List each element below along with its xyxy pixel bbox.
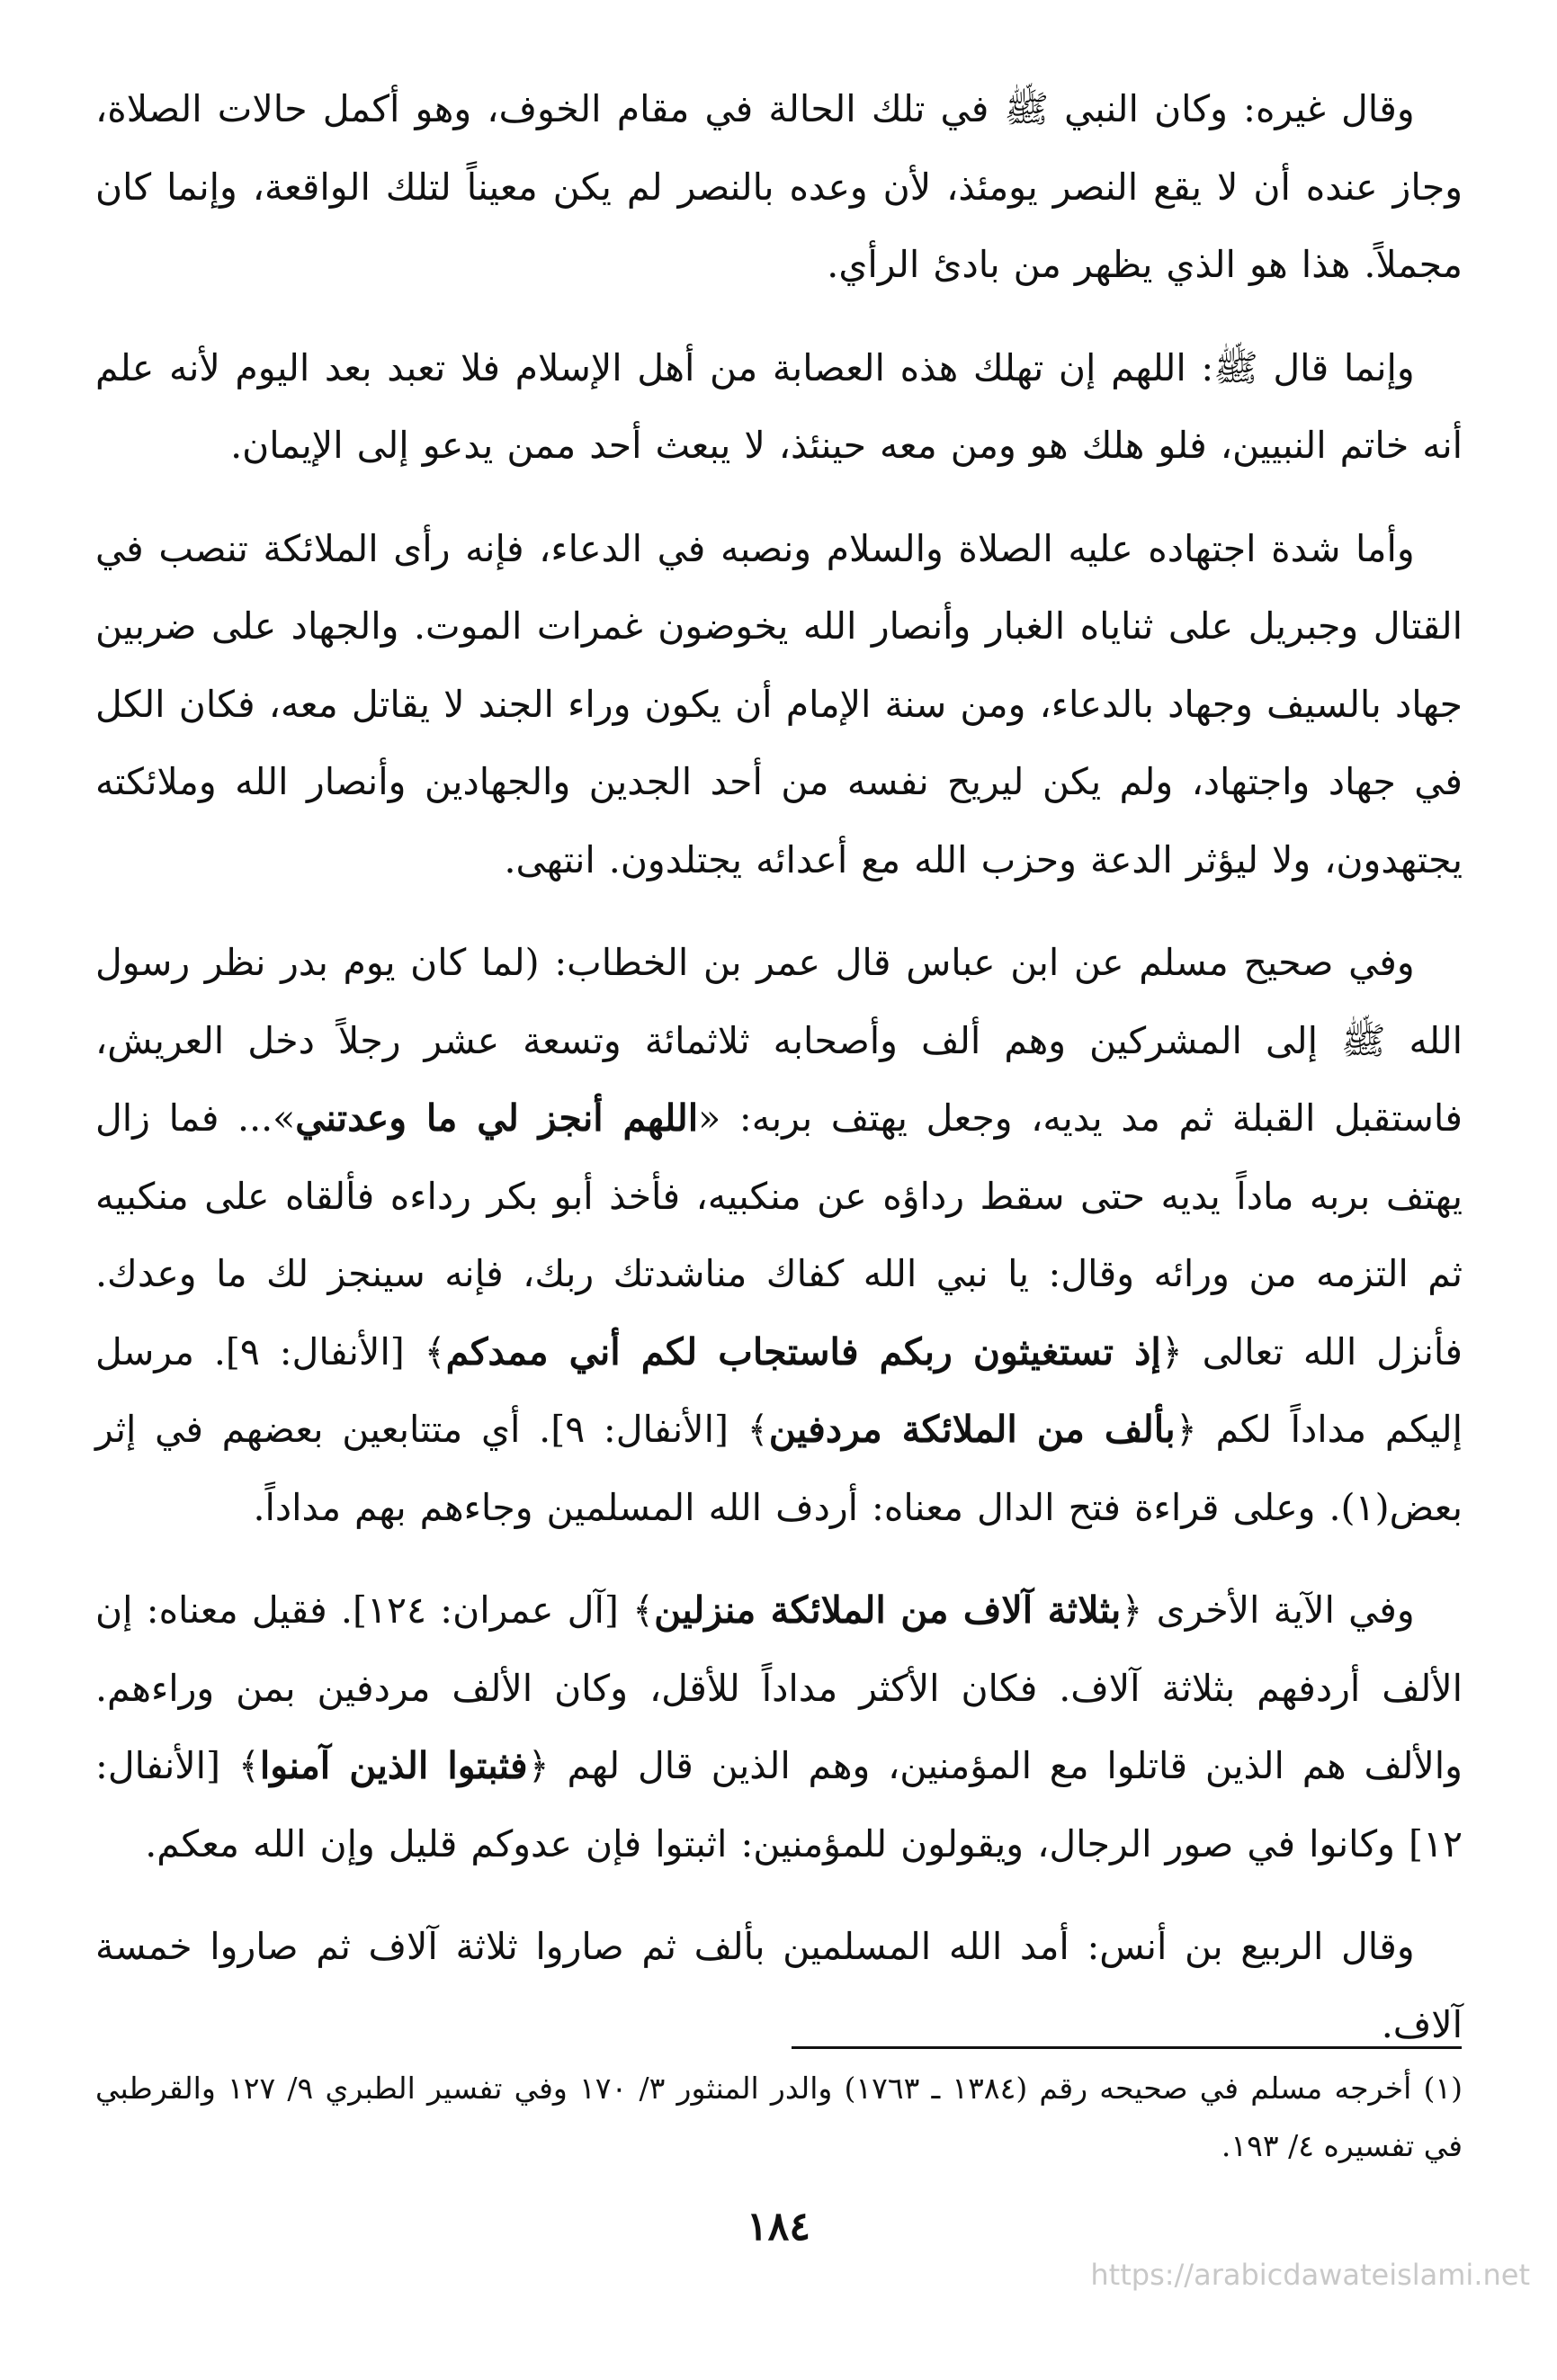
page-body [95,70,1463,2089]
paragraph-5-text-2: ﴾ [آل عمران: ١٢٤]. فقيل معناه: إن الألف أردفهم بثلاثة آلاف. فكان الأكثر مداداً للأقل، وكان الألف مردفين بمن وراءهم. والألف هم الذين قاتلوا مع المؤمنين، وهم الذين قال لهم ﴿ [95,1588,1463,1787]
quran-verse-2: بألف من الملائكة مردفين [768,1408,1176,1451]
paragraph-4 [95,924,1463,1546]
paragraph-4-text-2: »... فما زال يهتف بربه ماداً يديه حتى سقط رداؤه عن منكبيه، فأخذ أبو بكر رداءه فألقاه على منكبيه ثم التزمه من ورائه وقال: يا نبي الله كفاك مناشدتك ربك، فإنه سينجز لك ما وعدك. فأنزل الله تعالى ﴿ [95,1096,1463,1373]
paragraph-5-text-3: ﴾ [الأنفال: ١٢] وكانوا في صور الرجال، ويقولون للمؤمنين: اثبتوا فإن عدوكم قليل وإن الله معكم. [95,1744,1463,1866]
quran-verse-4: فثبتوا الذين آمنوا [259,1744,528,1787]
quran-verse-3: بثلاثة آلاف من الملائكة منزلين [654,1588,1122,1632]
paragraph-5-text-1: وفي الآية الأخرى ﴿ [1121,1588,1415,1632]
page-number: ١٨٤ [747,2204,810,2250]
watermark-url: https://arabicdawateislami.net [1090,2258,1530,2292]
paragraph-6: وقال الربيع بن أنس: أمد الله المسلمين بألف ثم صاروا ثلاثة آلاف ثم صاروا خمسة آلاف. [95,1925,1463,2046]
quran-verse-1: إذ تستغيثون ربكم فاستجاب لكم أني ممدكم [445,1329,1161,1373]
paragraph-2: وإنما قال ﷺ: اللهم إن تهلك هذه العصابة من أهل الإسلام فلا تعبد بعد اليوم لأنه علم أنه خاتم النبيين، فلو هلك هو ومن معه حينئذ، لا يبعث أحد ممن يدعو إلى الإيمان. [95,345,1463,467]
paragraph-5 [95,1571,1463,1883]
paragraph-3: وأما شدة اجتهاده عليه الصلاة والسلام ونصبه في الدعاء، فإنه رأى الملائكة تنصب في القتال وجبريل على ثناياه الغبار وأنصار الله يخوضون غمرات الموت. والجهاد على ضربين جهاد بالسيف وجهاد بالدعاء، ومن سنة الإمام أن يكون وراء الجند لا يقاتل معه، فكان الكل في جهاد واجتهاد، ولم يكن ليريح نفسه من أحد الجدين والجهادين وأنصار الله وملائكته يجتهدون، ولا ليؤثر الدعة وحزب الله مع أعدائه يجتلدون. انتهى. [95,526,1463,881]
hadith-quote: اللهم أنجز لي ما وعدتني [295,1096,699,1140]
footnote-divider [792,2046,1462,2049]
footnote: (١) أخرجه مسلم في صحيحه رقم (١٣٨٤ ـ ١٧٦٣) والدر المنثور ٣/ ١٧٠ وفي تفسير الطبري ٩/ ١٢٧ والقرطبي في تفسيره ٤/ ١٩٣. [95,2071,1463,2163]
paragraph-4-text-1: وفي صحيح مسلم عن ابن عباس قال عمر بن الخطاب: (لما كان يوم بدر نظر رسول الله ﷺ إلى المشركين وهم ألف وأصحابه ثلاثمائة وتسعة عشر رجلاً دخل العريش، فاستقبل القبلة ثم مد يديه، وجعل يهتف بربه: « [95,941,1463,1140]
paragraph-4-text-4: ﴾ [الأنفال: ٩]. أي متتابعين بعضهم في إثر بعض(١). وعلى قراءة فتح الدال معناه: أردف الله المسلمين وجاءهم بهم مداداً. [95,1408,1463,1529]
paragraph-4-text-3: ﴾ [الأنفال: ٩]. مرسل إليكم مداداً لكم ﴿ [95,1329,1463,1451]
paragraph-1: وقال غيره: وكان النبي ﷺ في تلك الحالة في مقام الخوف، وهو أكمل حالات الصلاة، وجاز عنده أن لا يقع النصر يومئذ، لأن وعده بالنصر لم يكن معيناً لتلك الواقعة، وإنما كان مجملاً. هذا هو الذي يظهر من بادئ الرأي. [95,87,1463,286]
